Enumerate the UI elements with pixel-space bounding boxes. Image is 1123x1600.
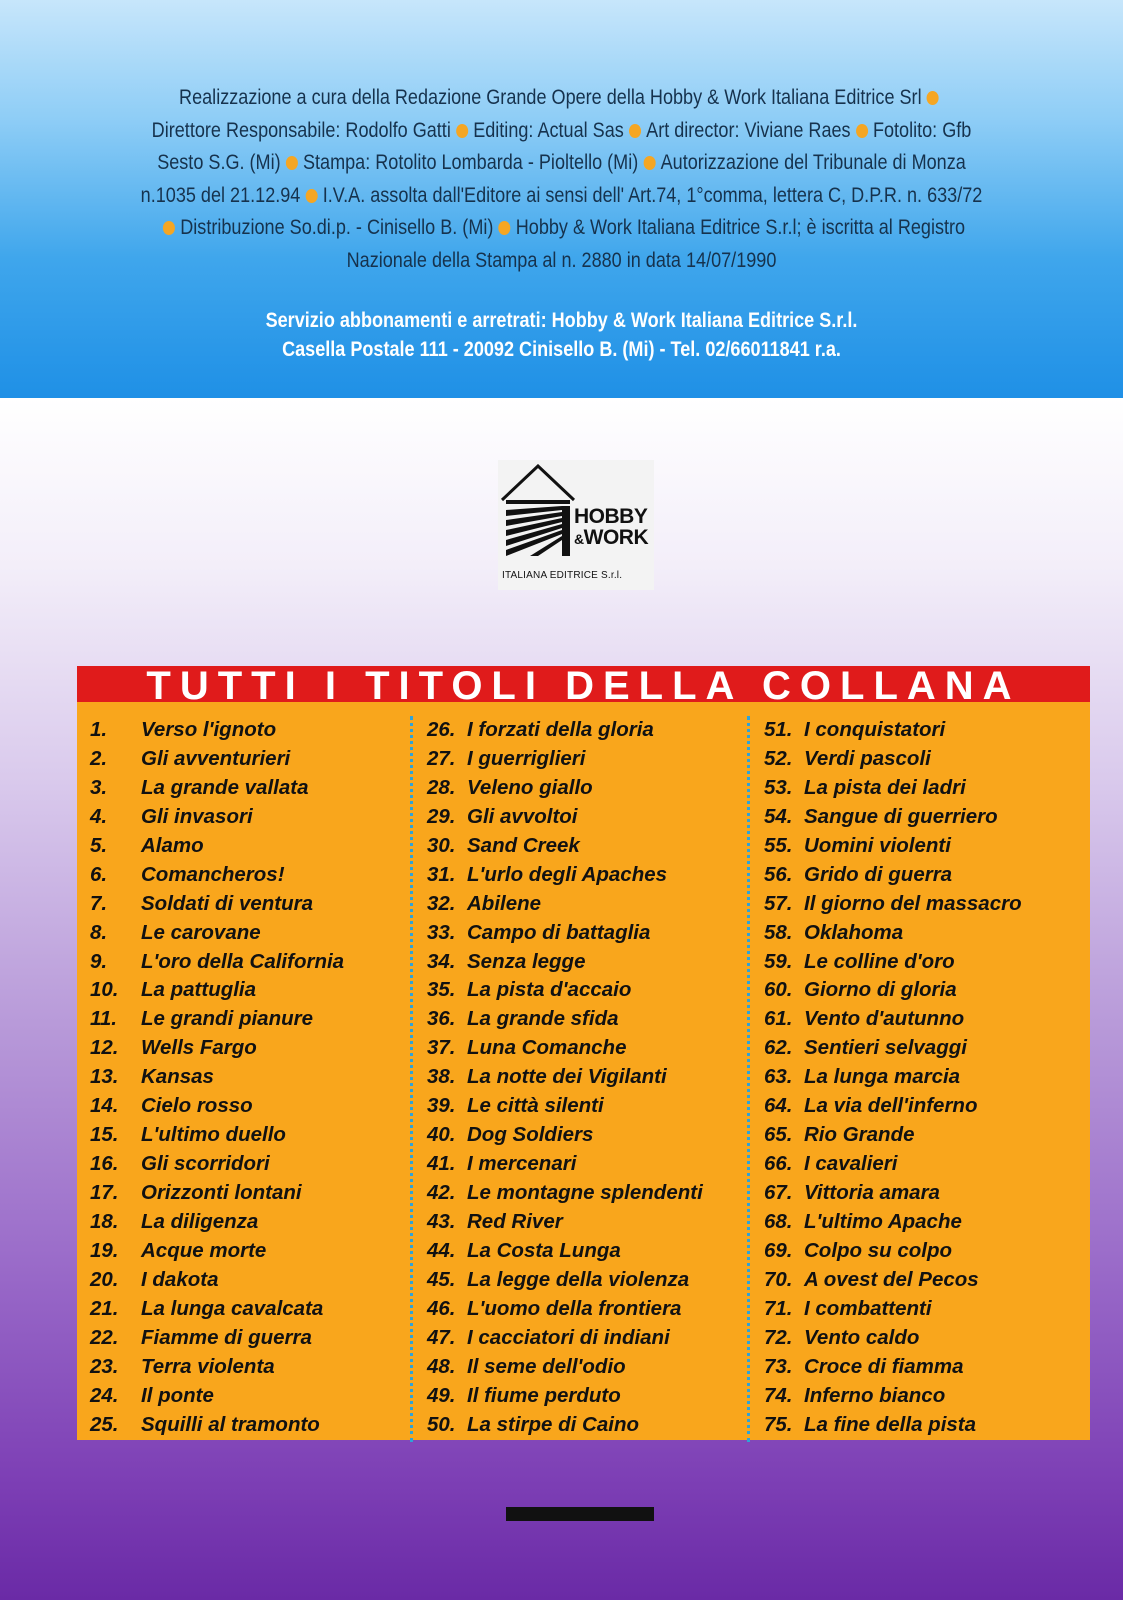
credits-text-segment: Stampa: Rotolito Lombarda - Pioltello (Mi) (302, 151, 639, 174)
title-entry (427, 1266, 757, 1295)
title-name: Squilli al tramonto (141, 1412, 320, 1436)
title-name: Sentieri selvaggi (804, 1036, 967, 1060)
credits-text-segment: Nazionale della Stampa al n. 2880 in data 14/07/1990 (346, 248, 777, 272)
title-number: 45. (427, 1267, 456, 1291)
title-number: 62. (764, 1036, 793, 1060)
credits-line (139, 82, 984, 115)
title-number: 28. (427, 775, 456, 799)
title-number: 30. (427, 833, 456, 857)
title-entry (764, 1295, 1094, 1324)
title-name: La legge della violenza (467, 1267, 690, 1291)
title-entry (764, 1353, 1094, 1382)
title-number: 20. (90, 1267, 119, 1291)
title-number: 74. (764, 1383, 793, 1407)
title-entry (764, 890, 1094, 919)
title-number: 17. (90, 1181, 119, 1204)
title-number: 3. (90, 775, 108, 799)
title-number: 51. (764, 718, 793, 741)
credits-text-segment: Direttore Responsabile: Rodolfo Gatti (151, 118, 451, 142)
title-entry (90, 861, 420, 890)
title-name: Grido di guerra (804, 862, 953, 886)
title-entry (90, 890, 420, 919)
title-number: 6. (90, 862, 108, 886)
title-entry (427, 1179, 757, 1208)
title-name: Le città silenti (467, 1094, 604, 1118)
title-name: Red River (467, 1209, 563, 1233)
title-entry (427, 1092, 757, 1121)
title-number: 37. (427, 1036, 456, 1060)
title-name: Vento caldo (804, 1325, 920, 1349)
bullet-dot-icon (499, 221, 511, 235)
title-name: I guerriglieri (467, 746, 586, 770)
title-name: L'ultimo Apache (804, 1209, 962, 1233)
title-entry (427, 1237, 757, 1266)
title-number: 43. (427, 1209, 456, 1233)
bullet-dot-icon (629, 124, 641, 138)
title-number: 2. (90, 746, 108, 770)
title-name: Cielo rosso (141, 1094, 253, 1118)
title-name: Le colline d'oro (804, 949, 955, 973)
title-entry (427, 774, 757, 803)
title-entry (764, 1237, 1094, 1266)
title-entry (764, 745, 1094, 774)
logo-work: WORK (583, 526, 649, 549)
title-name: Abilene (467, 891, 542, 915)
title-name: Verso l'ignoto (141, 718, 277, 741)
title-name: Sangue di guerriero (804, 804, 998, 828)
credits-line (139, 115, 984, 148)
title-number: 71. (764, 1296, 793, 1320)
title-entry (764, 1324, 1094, 1353)
title-entry (427, 861, 757, 890)
title-name: Verdi pascoli (804, 746, 931, 770)
title-number: 7. (90, 891, 108, 915)
title-entry (427, 890, 757, 919)
title-name: La notte dei Vigilanti (467, 1065, 667, 1089)
title-name: Inferno bianco (804, 1383, 946, 1407)
title-entry (427, 745, 757, 774)
title-name: Croce di fiamma (804, 1354, 964, 1378)
title-number: 64. (764, 1094, 793, 1118)
title-name: La lunga cavalcata (141, 1296, 324, 1320)
title-entry (764, 948, 1094, 977)
title-number: 13. (90, 1065, 119, 1089)
title-number: 41. (427, 1152, 456, 1176)
title-number: 63. (764, 1065, 793, 1089)
title-entry (427, 1324, 757, 1353)
title-entry (90, 774, 420, 803)
title-name: Vento d'autunno (804, 1007, 965, 1031)
titles-column-2 (427, 716, 757, 1439)
title-name: La pista dei ladri (804, 775, 966, 799)
title-name: L'oro della California (141, 949, 345, 973)
bullet-dot-icon (927, 91, 939, 105)
credits-text-segment: Realizzazione a cura della Redazione Grande Opere della Hobby & Work Italiana Editrice Srl (179, 86, 922, 109)
bullet-dot-icon (306, 189, 318, 203)
credits-text-segment: Sesto S.G. (Mi) (157, 151, 281, 174)
title-entry (764, 1150, 1094, 1179)
title-number: 46. (427, 1296, 456, 1320)
title-name: La lunga marcia (804, 1065, 961, 1089)
title-entry (90, 1034, 420, 1063)
title-name: Campo di battaglia (467, 920, 651, 944)
title-entry (90, 1092, 420, 1121)
credits-text (139, 82, 984, 277)
titles-column-3 (764, 716, 1094, 1439)
title-name: I mercenari (467, 1152, 577, 1176)
title-name: Senza legge (467, 949, 586, 973)
title-entry (427, 1411, 757, 1440)
title-number: 49. (427, 1383, 456, 1407)
credits-line (139, 212, 984, 245)
title-entry (90, 1179, 420, 1208)
title-entry (90, 1063, 420, 1092)
title-number: 53. (764, 775, 793, 799)
title-number: 75. (764, 1412, 793, 1436)
bullet-dot-icon (456, 124, 468, 138)
titles-list (77, 702, 1090, 1440)
title-name: L'urlo degli Apaches (467, 862, 668, 886)
title-number: 65. (764, 1123, 793, 1147)
title-name: Comancheros! (141, 862, 285, 886)
title-number: 36. (427, 1007, 456, 1031)
title-name: Luna Comanche (467, 1036, 627, 1060)
title-number: 5. (90, 833, 108, 857)
title-entry (764, 1121, 1094, 1150)
title-entry (427, 976, 757, 1005)
publisher-logo (498, 460, 654, 590)
title-number: 73. (764, 1354, 793, 1378)
title-entry (90, 716, 420, 745)
title-number: 1. (90, 718, 108, 741)
title-entry (427, 1208, 757, 1237)
title-number: 67. (764, 1181, 793, 1204)
logo-hobby: HOBBY (574, 505, 648, 528)
title-entry (90, 803, 420, 832)
title-entry (90, 1411, 420, 1440)
credits-text-segment: Autorizzazione del Tribunale di Monza (660, 151, 966, 174)
title-entry (764, 919, 1094, 948)
title-number: 22. (90, 1325, 119, 1349)
title-entry (427, 832, 757, 861)
title-entry (764, 1179, 1094, 1208)
title-entry (764, 1063, 1094, 1092)
title-entry (764, 861, 1094, 890)
title-number: 47. (427, 1325, 456, 1349)
title-number: 12. (90, 1036, 119, 1060)
logo-subtitle: ITALIANA EDITRICE S.r.l. (502, 570, 623, 581)
title-entry (90, 1150, 420, 1179)
title-entry (764, 1266, 1094, 1295)
title-name: Dog Soldiers (467, 1123, 594, 1147)
title-name: I combattenti (804, 1296, 932, 1320)
credits-text-segment: Hobby & Work Italiana Editrice S.r.l; è iscritta al Registro (515, 216, 966, 239)
title-number: 48. (427, 1354, 456, 1378)
subscription-line-1: Servizio abbonamenti e arretrati: Hobby & Work Italiana Editrice S.r.l. (265, 309, 858, 332)
title-entry (427, 1034, 757, 1063)
title-name: I forzati della gloria (467, 718, 654, 741)
title-entry (90, 1005, 420, 1034)
title-name: I dakota (141, 1267, 219, 1291)
title-entry (764, 1411, 1094, 1440)
title-number: 40. (427, 1123, 456, 1147)
bullet-dot-icon (163, 221, 175, 235)
title-entry (764, 1208, 1094, 1237)
title-name: La diligenza (141, 1209, 259, 1233)
title-number: 11. (90, 1007, 117, 1031)
title-name: Il fiume perduto (467, 1383, 621, 1407)
title-name: La via dell'inferno (804, 1094, 978, 1118)
title-number: 18. (90, 1209, 119, 1233)
title-entry (427, 1295, 757, 1324)
credits-text-segment: Distribuzione So.di.p. - Cinisello B. (Mi) (180, 216, 494, 239)
credits-text-segment: Fotolito: Gfb (872, 118, 972, 142)
title-number: 4. (90, 804, 108, 828)
title-entry (90, 1353, 420, 1382)
title-name: Il seme dell'odio (467, 1354, 626, 1378)
title-entry (764, 832, 1094, 861)
title-number: 29. (427, 804, 456, 828)
title-name: Sand Creek (467, 833, 580, 857)
title-name: Gli invasori (141, 804, 253, 828)
title-entry (764, 1034, 1094, 1063)
house-logo-icon (500, 464, 576, 568)
title-number: 25. (90, 1412, 119, 1436)
title-number: 8. (90, 920, 108, 944)
title-name: La fine della pista (804, 1412, 977, 1436)
title-name: Uomini violenti (804, 833, 951, 857)
title-name: La stirpe di Caino (467, 1412, 639, 1436)
title-number: 57. (764, 891, 793, 915)
title-number: 32. (427, 891, 456, 915)
title-name: La pista d'accaio (467, 978, 632, 1002)
title-number: 14. (90, 1094, 119, 1118)
title-name: Le grandi pianure (141, 1007, 313, 1031)
title-entry (90, 1237, 420, 1266)
title-number: 24. (90, 1383, 119, 1407)
series-title: TUTTI I TITOLI DELLA COLLANA (146, 666, 1021, 702)
footer-bar (506, 1507, 654, 1521)
title-name: Kansas (141, 1065, 214, 1089)
title-entry (764, 803, 1094, 832)
logo-wordmark (574, 506, 648, 550)
credits-line (139, 180, 984, 213)
title-name: Colpo su colpo (804, 1238, 953, 1262)
title-entry (90, 1121, 420, 1150)
logo-amp: & (574, 531, 584, 547)
title-entry (764, 716, 1094, 745)
title-entry (764, 1092, 1094, 1121)
credits-text-segment: I.V.A. assolta dall'Editore ai sensi dell' Art.74, 1°comma, lettera C, D.P.R. n. 633/72 (322, 183, 983, 207)
title-entry (90, 1208, 420, 1237)
title-name: Vittoria amara (804, 1181, 940, 1204)
title-entry (90, 976, 420, 1005)
bullet-dot-icon (856, 124, 868, 138)
credits-text-segment: n.1035 del 21.12.94 (140, 183, 301, 207)
title-entry (427, 716, 757, 745)
title-number: 42. (427, 1181, 456, 1204)
title-number: 23. (90, 1354, 119, 1378)
credits-text-segment: Art director: Viviane Raes (646, 118, 851, 142)
title-name: L'ultimo duello (141, 1123, 286, 1147)
title-entry (90, 1295, 420, 1324)
title-name: La grande vallata (141, 775, 309, 799)
title-number: 21. (90, 1296, 119, 1320)
title-entry (427, 1353, 757, 1382)
titles-column-1 (90, 716, 420, 1439)
bullet-dot-icon (643, 156, 655, 170)
title-name: La pattuglia (141, 978, 257, 1002)
title-number: 44. (427, 1238, 456, 1262)
title-name: Gli avventurieri (141, 746, 291, 770)
title-number: 61. (764, 1007, 793, 1031)
title-entry (90, 1324, 420, 1353)
title-name: Veleno giallo (467, 775, 593, 799)
title-entry (764, 976, 1094, 1005)
title-number: 56. (764, 862, 793, 886)
title-number: 70. (764, 1267, 793, 1291)
title-name: Le montagne splendenti (467, 1181, 703, 1204)
title-name: Orizzonti lontani (141, 1181, 302, 1204)
bullet-dot-icon (286, 156, 298, 170)
title-entry (90, 1266, 420, 1295)
title-number: 58. (764, 920, 793, 944)
title-entry (764, 1382, 1094, 1411)
title-number: 55. (764, 833, 793, 857)
title-entry (764, 774, 1094, 803)
title-number: 27. (427, 746, 456, 770)
title-entry (427, 1121, 757, 1150)
title-name: La Costa Lunga (467, 1238, 621, 1262)
title-name: I cavalieri (804, 1152, 898, 1176)
title-number: 66. (764, 1152, 793, 1176)
column-divider (747, 716, 750, 1442)
title-name: Acque morte (141, 1238, 267, 1262)
title-number: 54. (764, 804, 793, 828)
title-name: Giorno di gloria (804, 978, 957, 1002)
title-number: 10. (90, 978, 119, 1002)
title-entry (427, 919, 757, 948)
title-number: 60. (764, 978, 793, 1002)
title-name: Il giorno del massacro (804, 891, 1022, 915)
title-name: Le carovane (141, 920, 261, 944)
title-entry (764, 1005, 1094, 1034)
title-name: Soldati di ventura (141, 891, 313, 915)
title-name: Wells Fargo (141, 1036, 257, 1060)
title-name: Gli scorridori (141, 1152, 270, 1176)
title-name: I cacciatori di indiani (467, 1325, 670, 1349)
title-number: 26. (427, 718, 456, 741)
title-number: 72. (764, 1325, 793, 1349)
title-entry (90, 745, 420, 774)
title-entry (90, 948, 420, 977)
title-name: La grande sfida (467, 1007, 619, 1031)
title-number: 38. (427, 1065, 456, 1089)
title-entry (427, 1005, 757, 1034)
title-number: 39. (427, 1094, 456, 1118)
title-number: 59. (764, 949, 793, 973)
credits-line (139, 245, 984, 278)
title-entry (427, 803, 757, 832)
column-divider (410, 716, 413, 1442)
title-number: 31. (427, 862, 456, 886)
title-number: 16. (90, 1152, 119, 1176)
title-number: 35. (427, 978, 456, 1002)
title-name: Terra violenta (141, 1354, 275, 1378)
title-number: 68. (764, 1209, 793, 1233)
title-number: 19. (90, 1238, 119, 1262)
title-number: 9. (90, 949, 108, 973)
title-entry (90, 832, 420, 861)
title-name: Rio Grande (804, 1123, 915, 1147)
subscription-line-2: Casella Postale 111 - 20092 Cinisello B. (Mi) - Tel. 02/66011841 r.a. (282, 338, 841, 361)
title-name: Il ponte (141, 1383, 214, 1407)
title-name: Fiamme di guerra (141, 1325, 312, 1349)
title-number: 52. (764, 746, 793, 770)
subscription-info (139, 306, 984, 364)
title-name: Oklahoma (804, 920, 904, 944)
title-number: 50. (427, 1412, 456, 1436)
series-title-bar (77, 666, 1090, 702)
title-number: 15. (90, 1123, 119, 1147)
title-number: 34. (427, 949, 456, 973)
title-name: Gli avvoltoi (467, 804, 578, 828)
title-number: 69. (764, 1238, 793, 1262)
title-entry (427, 1382, 757, 1411)
title-number: 33. (427, 920, 456, 944)
title-name: Alamo (141, 833, 204, 857)
title-entry (427, 948, 757, 977)
title-entry (427, 1150, 757, 1179)
title-name: A ovest del Pecos (804, 1267, 979, 1291)
credits-text-segment: Editing: Actual Sas (473, 118, 624, 142)
credits-line (139, 147, 984, 180)
title-name: I conquistatori (804, 718, 946, 741)
title-entry (90, 1382, 420, 1411)
title-entry (427, 1063, 757, 1092)
title-entry (90, 919, 420, 948)
title-name: L'uomo della frontiera (467, 1296, 682, 1320)
